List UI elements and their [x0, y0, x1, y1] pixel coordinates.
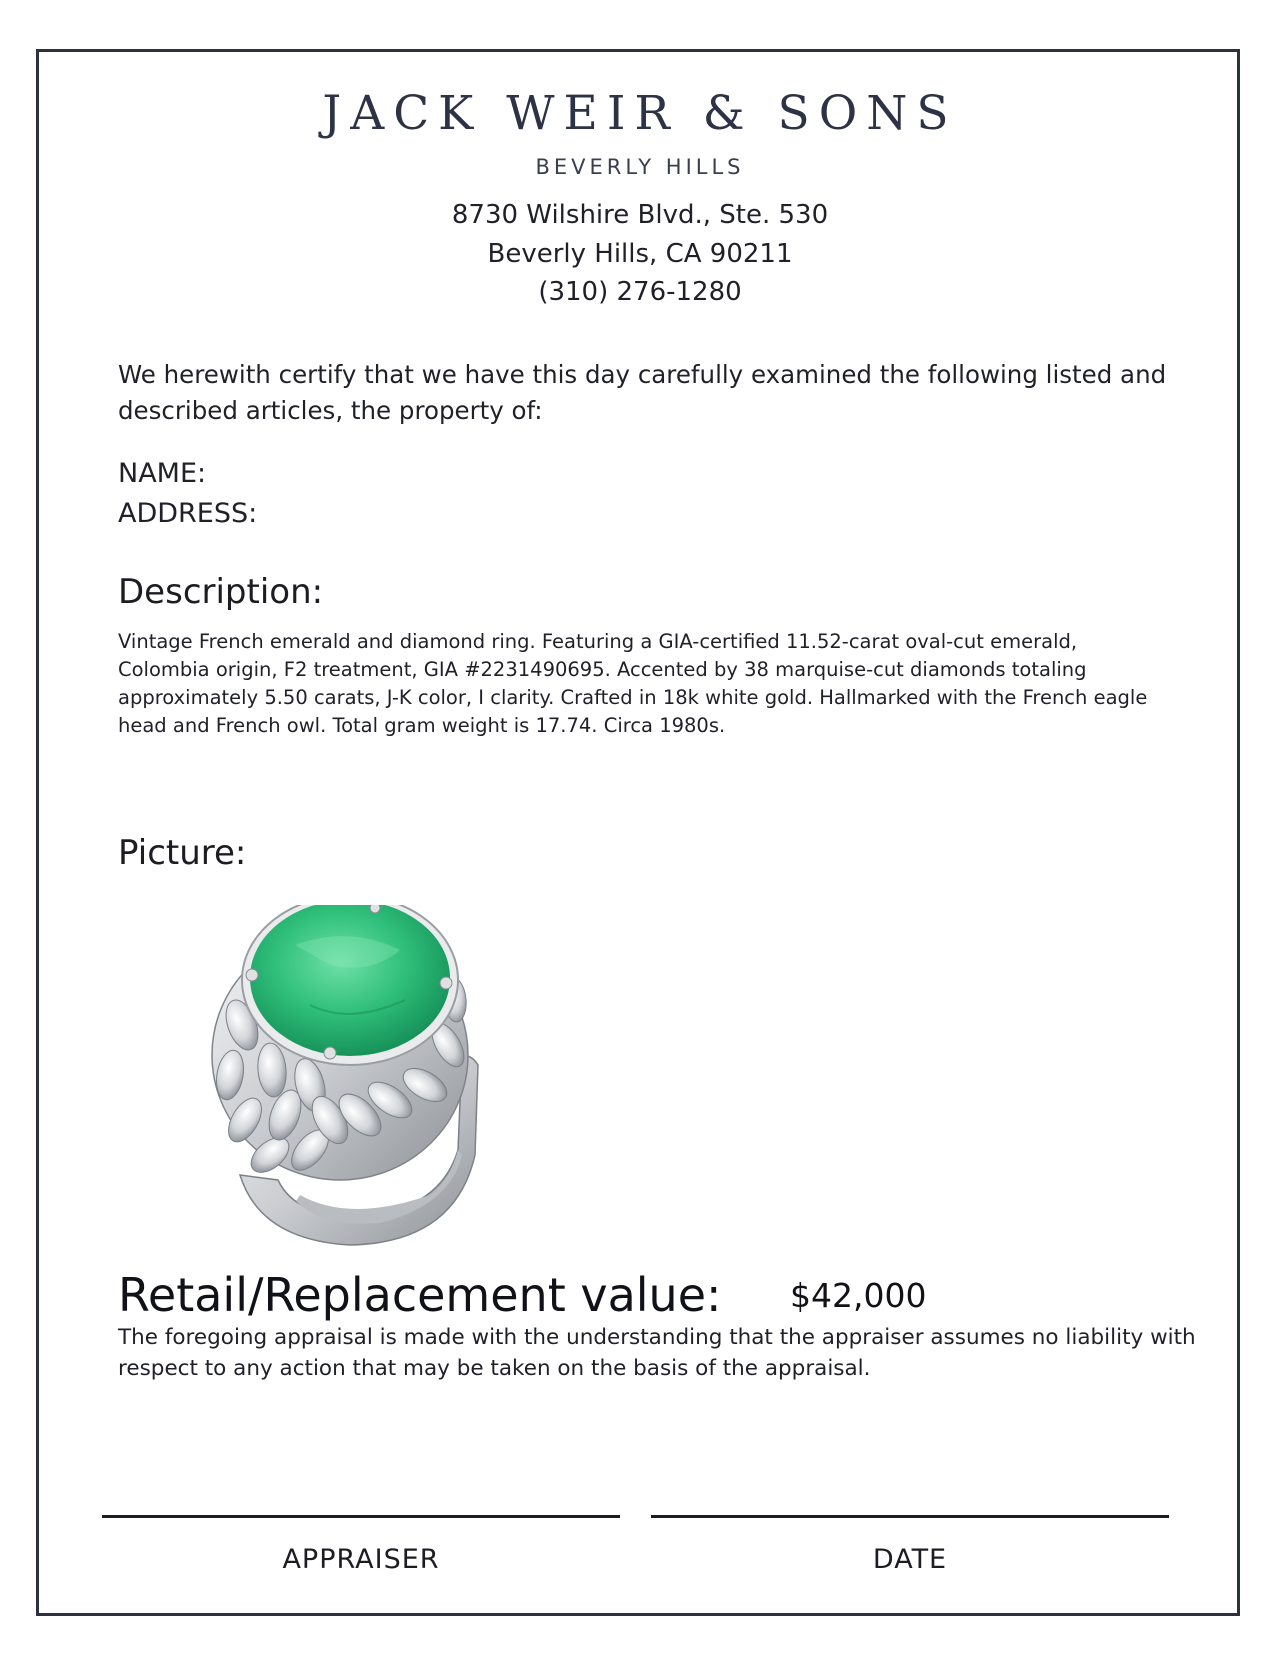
address-field-label: ADDRESS: [118, 498, 258, 529]
picture-heading: Picture: [118, 833, 247, 873]
address-line-1: 8730 Wilshire Blvd., Ste. 530 [451, 200, 829, 230]
appraisal-disclaimer: The foregoing appraisal is made with the understanding that the appraiser assumes no liability with respect to any action that may be taken on the basis of the appraisal. [118, 1325, 1196, 1381]
date-label: DATE [872, 1544, 948, 1575]
address-line-2: Beverly Hills, CA 90211 [487, 238, 793, 269]
certification-statement: We herewith certify that we have this day carefully examined the following listed and described articles, the property of: [118, 360, 1167, 425]
ring-photo [200, 905, 500, 1250]
name-field-label: NAME: [118, 458, 207, 489]
appraiser-label: APPRAISER [282, 1544, 440, 1575]
appraiser-signature-line [102, 1515, 620, 1518]
retail-value-label: Retail/Replacement value: [118, 1268, 722, 1322]
date-signature-line [651, 1515, 1169, 1518]
description-heading: Description: [118, 572, 324, 612]
brand-logo-name: JACK WEIR & SONS [322, 86, 958, 141]
brand-location: BEVERLY HILLS [535, 155, 745, 179]
phone-number: (310) 276-1280 [538, 277, 742, 307]
store-address [0, 196, 1280, 312]
retail-value-amount: $42,000 [790, 1276, 927, 1315]
description-text: Vintage French emerald and diamond ring. Featuring a GIA-certified 11.52-carat oval-cut emerald, Colombia origin, F2 treatment, GIA #2231490695. Accented by 38 marquise-cut diamonds totaling approximately 5.50 carats, J-K color, I clarity. Crafted in 18k white gold. Hallmarked with the French eagle head and French owl. Total gram weight is 17.74. Circa 1980s. [118, 630, 1148, 737]
